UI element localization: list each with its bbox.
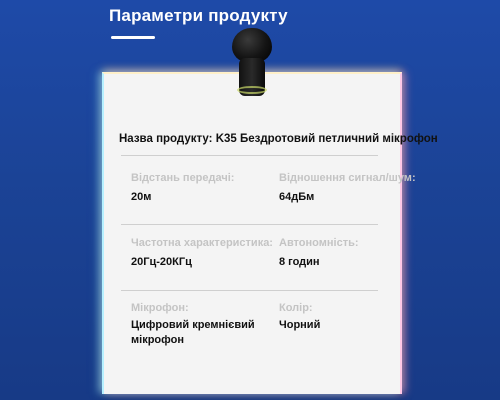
divider — [121, 155, 378, 156]
page-title: Параметри продукту — [109, 6, 288, 25]
spec-label-snr: Відношення сигнал/шум: — [279, 172, 416, 184]
lavalier-microphone-icon — [232, 28, 272, 98]
spec-label-frequency: Частотна характеристика: — [131, 237, 273, 249]
divider — [121, 290, 378, 291]
spec-value-color: Чорний — [279, 319, 321, 331]
spec-value-battery: 8 годин — [279, 256, 320, 268]
spec-label-color: Колір: — [279, 302, 313, 314]
spec-label-battery: Автономність: — [279, 237, 359, 249]
spec-value-distance: 20м — [131, 191, 152, 203]
spec-label-distance: Відстань передачі: — [131, 172, 235, 184]
title-underline — [111, 36, 155, 39]
divider — [121, 224, 378, 225]
mic-ring — [237, 86, 267, 94]
spec-value-frequency: 20Гц-20КГц — [131, 256, 192, 268]
mic-windscreen — [232, 28, 272, 62]
spec-value-microphone: Цифровий кремнієвий мікрофон — [131, 319, 255, 346]
product-name: Назва продукту: K35 Бездротовий петличний мікрофон — [119, 133, 438, 145]
spec-label-microphone: Мікрофон: — [131, 302, 189, 314]
spec-value-snr: 64дБм — [279, 191, 315, 203]
